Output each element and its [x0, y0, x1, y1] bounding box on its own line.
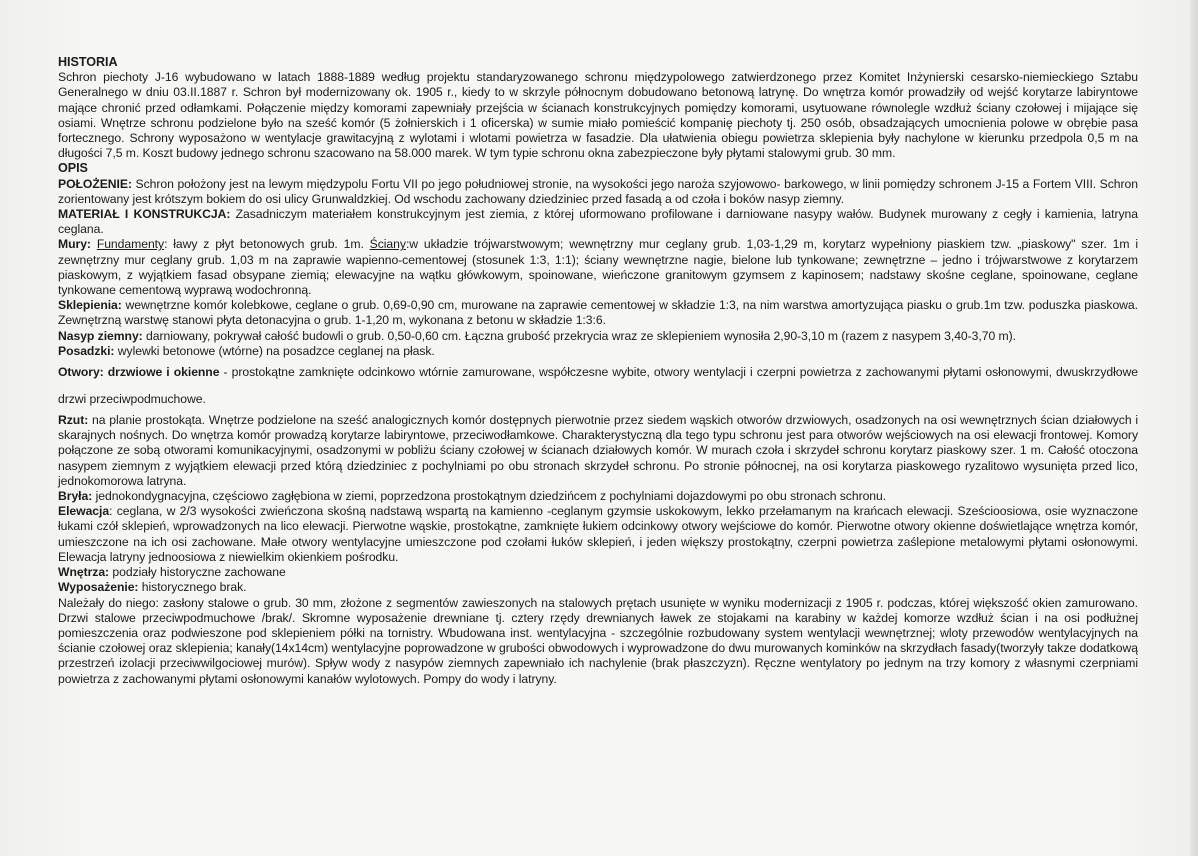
text-rzut: na planie prostokąta. Wnętrze podzielone na sześć analogicznych komór dostępnych pierwotnie przez siedem wąskich otworów drzwiowych, osadzonych na osi wewnętrznych ścian działowych i skarajnych nośnych. Do wnętrza komór prowadzą korytarze labiryntowe, przeciwodłamkowe. Charakterystyczną dla tego typu schronu jest para otworów wejściowych na osi elewacji frontowej. Komory połączone ze sobą otworami komunikacyjnymi, osadzonymi w pobliżu ściany czołowej w ścianach działowych komór. W murach czoła i skrzydeł schronu korytarz piaskowy szer. 1 m. Całość otoczona nasypem ziemnym z wyjątkiem elewacji przed którą dziedziniec z pochylniami po obu stronach skrzydeł schronu. Po stronie północnej, na osi korytarza piaskowego ryzalitowo wysunięta przed lico, jednokomorowa latryna.	[58, 413, 1138, 488]
text-sklepienia: wewnętrzne komór kolebkowe, ceglane o grub. 0,69-0,90 cm, murowane na zaprawie cementowej w składzie 1:3, na nim warstwa amortyzująca piasku o grub.1m tzw. poduszka piaskowa. Zewnętrzną warstwę stanowi płyta detonacyjna o grub. 1-1,20 m, wykonana z betonu w składzie 1:3:6.	[58, 298, 1138, 328]
label-wnetrza: Wnętrza:	[58, 565, 110, 580]
text-mury-1: : ławy z płyt betonowych grub. 1m.	[164, 237, 370, 252]
text-posadzki: wylewki betonowe (wtórne) na posadzce ceglanej na płask.	[114, 343, 435, 358]
paragraph-material	[58, 207, 1138, 237]
label-sciany: Ściany	[369, 237, 406, 252]
paragraph-wyposazenie	[58, 580, 1138, 595]
label-sklepienia: Sklepienia:	[58, 298, 122, 313]
paragraph-rzut	[58, 413, 1138, 489]
paragraph-nalezaly: Należały do niego: zasłony stalowe o grub. 30 mm, złożone z segmentów zawieszonych na stalowych prętach usunięte w wyniku modernizacji z 1905 r. podczas, której większość okien zamurowano. Drzwi stalowe przeciwpodmuchowe /brak/. Skromne wyposażenie drewniane tj. cztery rzędy drewnianych ławek ze stojakami na karabiny w każdej komorze wzdłuż ścian i na osi podłużnej pomieszczenia oraz podwieszone pod sklepieniem półki na tornistry. Wbudowana inst. wentylacyjna - szczególnie rozbudowany system wentylacji wewnętrznej; wloty przewodów wentylacyjnych na ścianie czołowej oraz sklepienia; kanały(14x14cm) wentylacyjne poprowadzone w grubości obwodowych i wyprowadzone do dwu murowanych kominków na skrzydłach fasady(tworzyły takze dodatkową przestrzeń izolacji przeciwwilgociowej murów). Spływ wody z nasypów ziemnych zapewniało ich nachylenie (brak płaszczyzn). Ręczne wentylatory po jednym na trzy komory z własnymi czerpniami powietrza z zachowanymi płytami osłonowymi kanałów wylotowych. Pompy do wody i latryny.	[58, 595, 1138, 686]
paragraph-mury	[58, 237, 1138, 298]
paragraph-otwory	[58, 359, 1138, 413]
text-polozenie: Schron położony jest na lewym międzypolu Fortu VII po jego południowej stronie, na wysokości jego naroża szyjowowo- barkowego, w linii pomiędzy schronem J-15 a Fortem VIII. Schron zorientowany jest krótszym bokiem do osi ulicy Grunwaldzkiej. Od wschodu zachowany dziedziniec przed fasadą a od czoła i boków nasyp ziemny.	[58, 176, 1138, 206]
text-mury-2: :w układzie trójwarstwowym; wewnętrzny mur ceglany grub. 1,03-1,29 m, korytarz wypełniony piaskiem tzw. „piaskowy" szer. 1m i zewnętrzny mur ceglany grub. 1,03 m na zaprawie wapienno-cementowej (stosunek 1:3, 1:1); ściany wewnętrzne nagie, bielone lub tynkowane; zewnętrzne – jedno i trójwarstwowe z korytarzem piaskowym, z wyjątkiem fasad obsypane ziemią; elewacyjne na wątku główkowym, spoinowane, wieńczone granitowym gzymsem z kapinosem; nadstawy skośne ceglane, spoinowane, ceglane tynkowane cementową wyprawą wodochronną.	[58, 237, 1138, 298]
text-material: Zasadniczym materiałem konstrukcyjnym jest ziemia, z której uformowano profilowane i darniowane nasypy wałów. Budynek murowany z cegły i kamienia, latryna ceglana.	[58, 207, 1138, 237]
label-polozenie: POŁOŻENIE:	[58, 176, 132, 191]
text-nasyp: darniowany, pokrywał całość budowli o grub. 0,50-0,60 cm. Łączna grubość przekrycia wraz ze sklepieniem wynosiła 2,90-3,10 m (razem z nasypem 3,40-3,70 m).	[142, 328, 1016, 343]
label-elewacja: Elewacja	[58, 504, 110, 519]
label-rzut: Rzut:	[58, 413, 89, 428]
label-posadzki: Posadzki:	[58, 343, 115, 358]
text-wnetrza: podziały historyczne zachowane	[109, 565, 286, 580]
label-bryla: Bryła:	[58, 489, 93, 504]
heading-historia: HISTORIA	[58, 55, 118, 69]
text-otwory: - prostokątne zamknięte odcinkowo wtórnie zamurowane, współczesne wybite, otwory wentylacji i czerpni powietrza z zachowanymi płytami osłonowymi, dwuskrzydłowe drzwi przeciwpodmuchowe.	[58, 365, 1138, 407]
paragraph-sklepienia	[58, 298, 1138, 328]
label-nasyp: Nasyp ziemny:	[58, 328, 143, 343]
label-wyposazenie: Wyposażenie:	[58, 580, 139, 595]
paragraph-wnetrza	[58, 565, 1138, 580]
document-body	[58, 55, 1138, 687]
paragraph-bryla	[58, 489, 1138, 504]
text-elewacja: : ceglana, w 2/3 wysokości zwieńczona skośną nadstawą wspartą na kamienno -ceglanym gzymsie uskokowym, lekko przełamanym na krańcach elewacji. Sześcioosiowa, osie wyznaczone łukami czół sklepień, wprowadzonych na lico elewacji. Pierwotne wąskie, prostokątne, zamknięte łukiem odcinkowy otwory wejściowe do komór. Pierwotne otwory okienne doświetlające wnętrza komór, umieszczone na ich osi zachowane. Małe otwory wentylacyjne umieszczone pod czołami łuków sklepień, i jeden większy prostokątny, czerpni powietrza zaślepione metalowymi płytami osłonowymi. Elewacja latryny jednoosiowa z niewielkim okienkiem pośrodku.	[58, 504, 1138, 564]
label-mury: Mury:	[58, 237, 91, 252]
paragraph-historia: Schron piechoty J-16 wybudowano w latach 1888-1889 według projektu standaryzowanego schronu międzypolowego zatwierdzonego przez Komitet Inżynierski cesarsko-niemieckiego Sztabu Generalnego w dniu 03.II.1887 r. Schron był modernizowany ok. 1905 r., kiedy to w skrzyle północnym dobudowano betonową latrynę. Do wnętrza komór prowadziły od wejść korytarze labiryntowe mające chronić przed odłamkami. Połączenie między komorami zapewniały przejścia w ścianach konstrukcyjnych pomiędzy komorami, usytuowane równolegle wzdłuż ściany czołowej i mijające się osiami. Wnętrze schronu podzielone było na sześć komór (5 żołnierskich i 1 oficerska) w sumie miało pomieścić kompanię piechoty tj. 250 osób, obsadzających umocnienia polowe w obrębie pasa fortecznego. Schrony wyposażono w wentylacje grawitacyjną z wylotami i wlotami powietrza w fasadzie. Dla ułatwienia obiegu powietrza sklepienia były nachylone w kierunku przedpola 0,5 m na długości 7,5 m. Koszt budowy jednego schronu szacowano na 58.000 marek. W tym typie schronu okna zabezpieczone były płytami stalowymi grub. 30 mm.	[58, 70, 1138, 161]
label-fundamenty: Fundamenty	[96, 237, 165, 252]
page-edge	[1190, 0, 1198, 856]
text-wyposazenie: historycznego brak.	[138, 580, 247, 595]
text-bryla: jednokondygnacyjna, częściowo zagłębiona w ziemi, poprzedzona prostokątnym dziedzińcem z pochylniami dojazdowymi po obu stronach schronu.	[92, 489, 887, 504]
paragraph-nasyp	[58, 329, 1138, 344]
heading-opis: OPIS	[58, 161, 88, 176]
paragraph-elewacja	[58, 504, 1138, 565]
paragraph-posadzki	[58, 344, 1138, 359]
label-material: MATERIAŁ I KONSTRUKCJA:	[58, 207, 231, 222]
paragraph-polozenie	[58, 177, 1138, 207]
label-otwory: Otwory: drzwiowe i okienne	[58, 365, 220, 380]
